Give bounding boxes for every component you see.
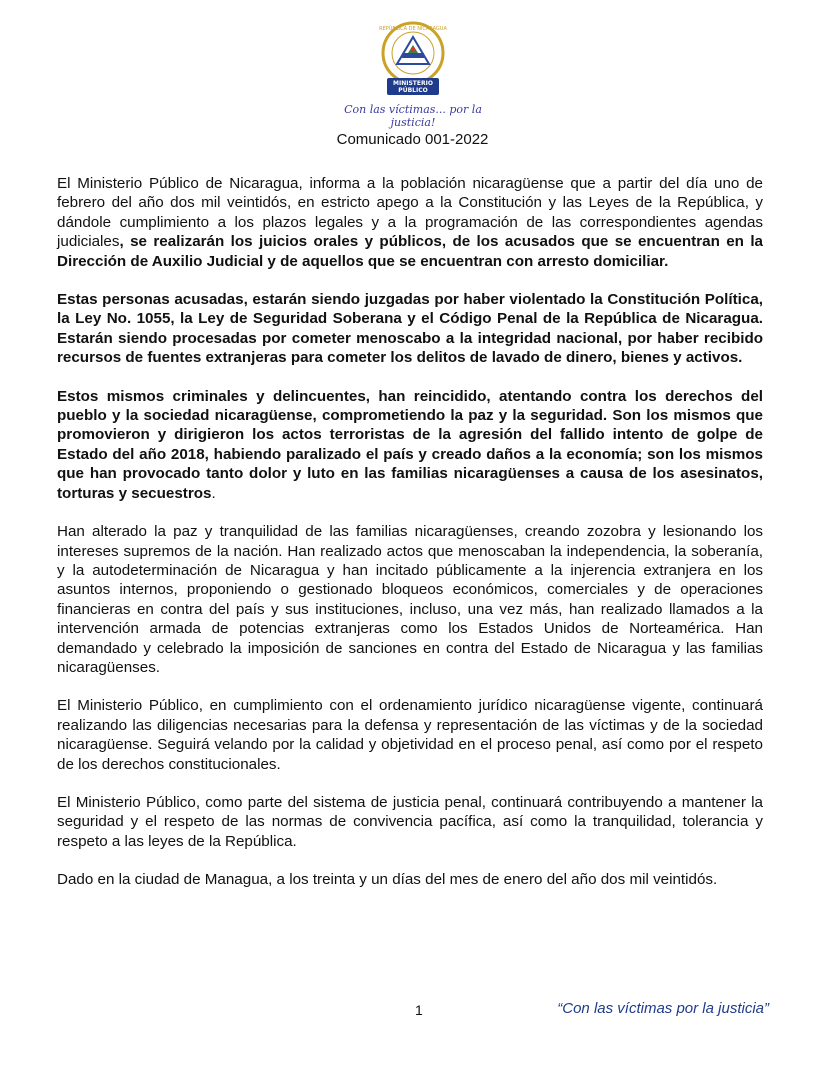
page-number: 1 (415, 1002, 423, 1018)
paragraph-1-regular: El Ministerio Público de Nicaragua, informa a la población nicaragüense que a partir del día uno de febrero del año dos mil veintidós, en estricto apego a la Constitución y las Leyes de la República, y dándole cumplimiento a los plazos legales y a la programación de las correspondientes agendas judiciales (57, 175, 763, 251)
paragraph-5: El Ministerio Público, en cumplimiento con el ordenamiento jurídico nicaragüense vigente, continuará realizando las diligencias necesarias para la defensa y representación de las víctimas y de la sociedad nicaragüense. Seguirá velando por la calidad y objetividad en el proceso penal, así como por el respeto de los derechos constitucionales. (57, 697, 763, 773)
footer-motto: “Con las víctimas por la justicia” (557, 1000, 769, 1017)
svg-text:PÚBLICO: PÚBLICO (398, 87, 428, 94)
paragraph-6: El Ministerio Público, como parte del sistema de justicia penal, continuará contribuyendo a mantener la seguridad y el respeto de las normas de convivencia pacífica, así como la tranquilidad, tolerancia y respeto a las leyes de la República. (57, 793, 763, 850)
paragraph-4: Han alterado la paz y tranquilidad de las familias nicaragüenses, creando zozobra y lesionando los intereses supremos de la nación. Han realizado actos que menoscaban la independencia, la soberanía, y la autodeterminación de Nicaragua y han incitado públicamente a la injerencia extranjera en los asuntos internos, proponiendo o gestionado bloqueos económicos, comerciales y de operaciones financieras en contra del país y sus instituciones, incluso, una vez más, han realizado llamados a la intervención armada de potencias extranjeras como los Estados Unidos de Norteamérica. Han demandado y celebrado la imposición de sanciones en contra del Estado de Nicaragua y las familias nicaragüenses. (57, 523, 763, 676)
svg-text:MINISTERIO: MINISTERIO (393, 80, 433, 87)
document-body (57, 174, 763, 909)
paragraph-2 (57, 290, 763, 368)
svg-text:REPÚBLICA DE NICARAGUA: REPÚBLICA DE NICARAGUA (379, 26, 447, 32)
paragraph-3-end: . (211, 484, 216, 502)
paragraph-3 (57, 387, 763, 503)
paragraph-2-bold: Estas personas acusadas, estarán siendo juzgadas por haber violentado la Constitución Política, la Ley No. 1055, la Ley de Seguridad Soberana y el Código Penal de la República de Nicaragua. Estarán siendo procesadas por cometer menoscabo a la integridad nacional, por haber recibido recursos de fuentes extranjeras para cometer los delitos de lavado de dinero, bienes y activos. (57, 291, 763, 367)
paragraph-1-bold: , se realizarán los juicios orales y públicos, de los acusados que se encuentran en la Dirección de Auxilio Judicial y de aquellos que se encuentran con arresto domiciliar. (57, 233, 763, 270)
paragraph-3-bold: Estos mismos criminales y delincuentes, han reincidido, atentando contra los derechos del pueblo y la sociedad nicaragüense, comprometiendo la paz y la seguridad. Son los mismos que promovieron y dirigieron los actos terroristas de la agresión del fallido intento de golpe de Estado del año 2018, habiendo paralizado el país y creado daños a la economía; son los mismos que han provocado tanto dolor y luto en las familias nicaragüenses a causa de los asesinatos, torturas y secuestros (57, 387, 763, 502)
ministerio-publico-logo (372, 20, 454, 102)
paragraph-7: Dado en la ciudad de Managua, a los treinta y un días del mes de enero del año dos mil veintidós. (57, 871, 718, 889)
logo-script-motto: Con las víctimas... por la justicia! (344, 103, 482, 129)
document-title: Comunicado 001-2022 (336, 131, 489, 148)
paragraph-1 (57, 174, 763, 271)
